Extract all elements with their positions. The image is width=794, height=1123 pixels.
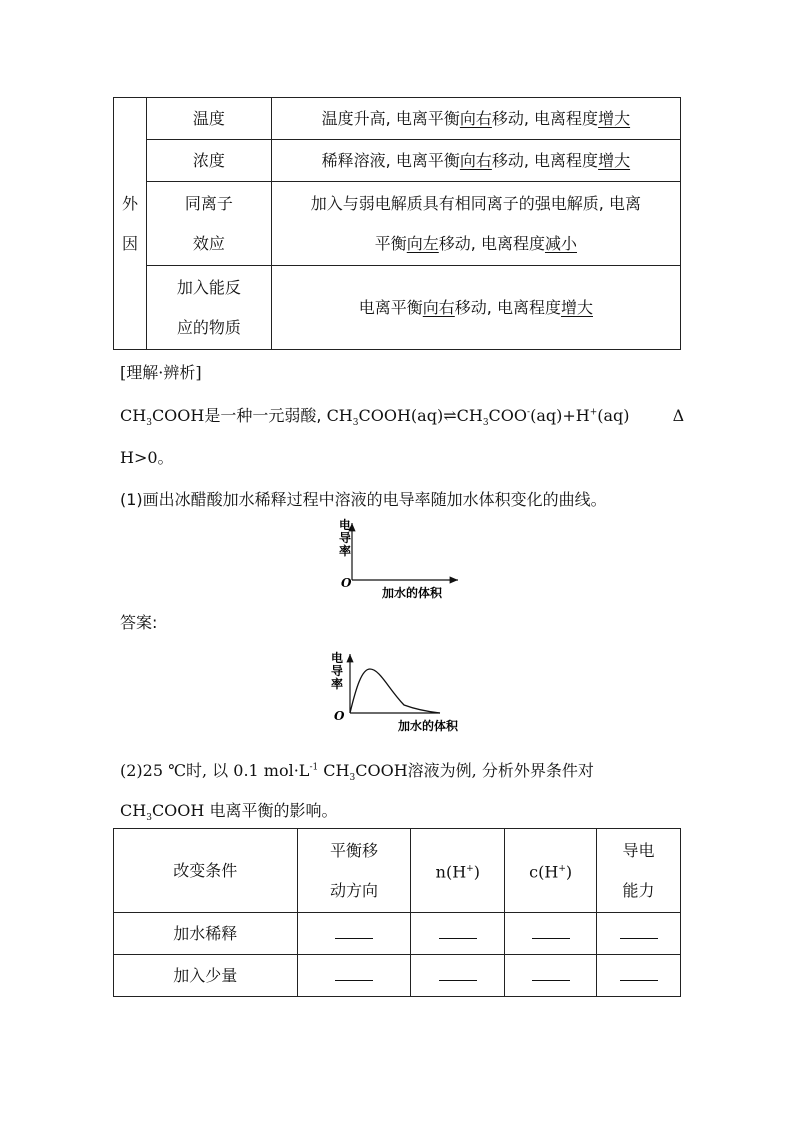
factor-label: 加入能反 — [176, 277, 241, 297]
effect-cell — [271, 140, 680, 182]
y-label: 导 — [339, 531, 352, 545]
y-label: 率 — [339, 544, 352, 558]
header-condition: 改变条件 — [114, 829, 298, 913]
y-label: 率 — [331, 677, 344, 691]
factor-label: 效应 — [192, 233, 225, 253]
effect-underlined: 向右 — [459, 150, 492, 170]
conditions-table — [113, 828, 681, 997]
effect-underlined: 增大 — [598, 108, 631, 128]
conductivity-curve — [350, 669, 440, 713]
effect-text: 稀释溶液, 电离平衡 — [321, 150, 460, 170]
factor-cell — [146, 140, 271, 182]
empty-axes-graph — [330, 515, 480, 605]
question-2-line-1: (2)25 ℃时, 以 0.1 $mol\cdot L^{-1}$ $CH_3COOH$溶液为例, 分析外界条件对 — [120, 761, 594, 784]
answer-blank — [411, 913, 505, 955]
factor-label: 同离子 — [184, 193, 233, 213]
effect-underlined: 增大 — [560, 297, 593, 317]
question-2-line-2: $CH_3COOH$ 电离平衡的影响。 — [120, 801, 338, 824]
answer-blank — [297, 913, 411, 955]
effect-underlined: 向左 — [406, 233, 439, 253]
effect-underlined: 向右 — [459, 108, 492, 128]
row-condition: 加水稀释 — [114, 913, 298, 955]
effect-text: 电离平衡 — [358, 297, 423, 317]
group-label: 外 — [121, 193, 138, 213]
y-label: 导 — [331, 664, 344, 678]
answer-blank — [505, 955, 597, 997]
effect-text: 移动, 电离程度 — [491, 150, 599, 170]
y-label: 电 — [339, 518, 352, 532]
effect-cell — [271, 182, 680, 266]
effect-text: 移动, 电离程度 — [454, 297, 561, 317]
intro-line: $CH_3COOH$是一种一元弱酸, $CH_3COOH(aq)\rightleftharpoons CH_3COO^-(aq)+H^+(aq)$ Δ — [120, 406, 685, 429]
x-label: 加水的体积 — [382, 586, 443, 600]
header-conductivity: 导电 能力 — [597, 829, 681, 913]
delta-symbol: Δ — [672, 406, 685, 425]
effect-underlined: 增大 — [598, 150, 631, 170]
answer-label: 答案: — [120, 613, 158, 632]
origin-label: O — [341, 576, 352, 590]
factor-label: 温度 — [192, 108, 225, 128]
answer-blank — [597, 955, 681, 997]
conductivity-curve-graph — [328, 648, 488, 738]
intro-line-2: H>0。 — [120, 448, 174, 467]
question-1: (1)画出冰醋酸加水稀释过程中溶液的电导率随加水体积变化的曲线。 — [120, 490, 607, 509]
effect-cell — [271, 266, 680, 350]
effect-underlined: 减小 — [544, 233, 577, 253]
answer-blank — [411, 955, 505, 997]
factor-label: 浓度 — [192, 150, 225, 170]
header-c-h: c(H+) — [505, 829, 597, 913]
effect-text: 温度升高, 电离平衡 — [321, 108, 460, 128]
header-shift: 平衡移 动方向 — [297, 829, 411, 913]
answer-blank — [505, 913, 597, 955]
factor-cell — [146, 98, 271, 140]
factors-table — [113, 97, 681, 350]
effect-underlined: 向右 — [422, 297, 455, 317]
effect-text: 加入与弱电解质具有相同离子的强电解质, 电离 — [310, 193, 641, 213]
answer-blank — [597, 913, 681, 955]
section-title: [理解·辨析] — [120, 363, 202, 382]
effect-text: 平衡 — [374, 233, 407, 253]
factor-cell — [146, 266, 271, 350]
effect-text: 移动, 电离程度 — [438, 233, 545, 253]
answer-blank — [297, 955, 411, 997]
equilibrium-arrow: ⇌ — [443, 406, 457, 425]
effect-cell — [271, 98, 680, 140]
x-label: 加水的体积 — [398, 719, 459, 733]
row-condition: 加入少量 — [114, 955, 298, 997]
group-label: 因 — [121, 233, 138, 253]
effect-text: 移动, 电离程度 — [491, 108, 599, 128]
factor-label: 应的物质 — [176, 317, 241, 337]
y-label: 电 — [331, 651, 344, 665]
header-n-h: n(H+) — [411, 829, 505, 913]
factor-cell — [146, 182, 271, 266]
group-label-cell — [114, 98, 147, 350]
origin-label: O — [334, 709, 345, 723]
